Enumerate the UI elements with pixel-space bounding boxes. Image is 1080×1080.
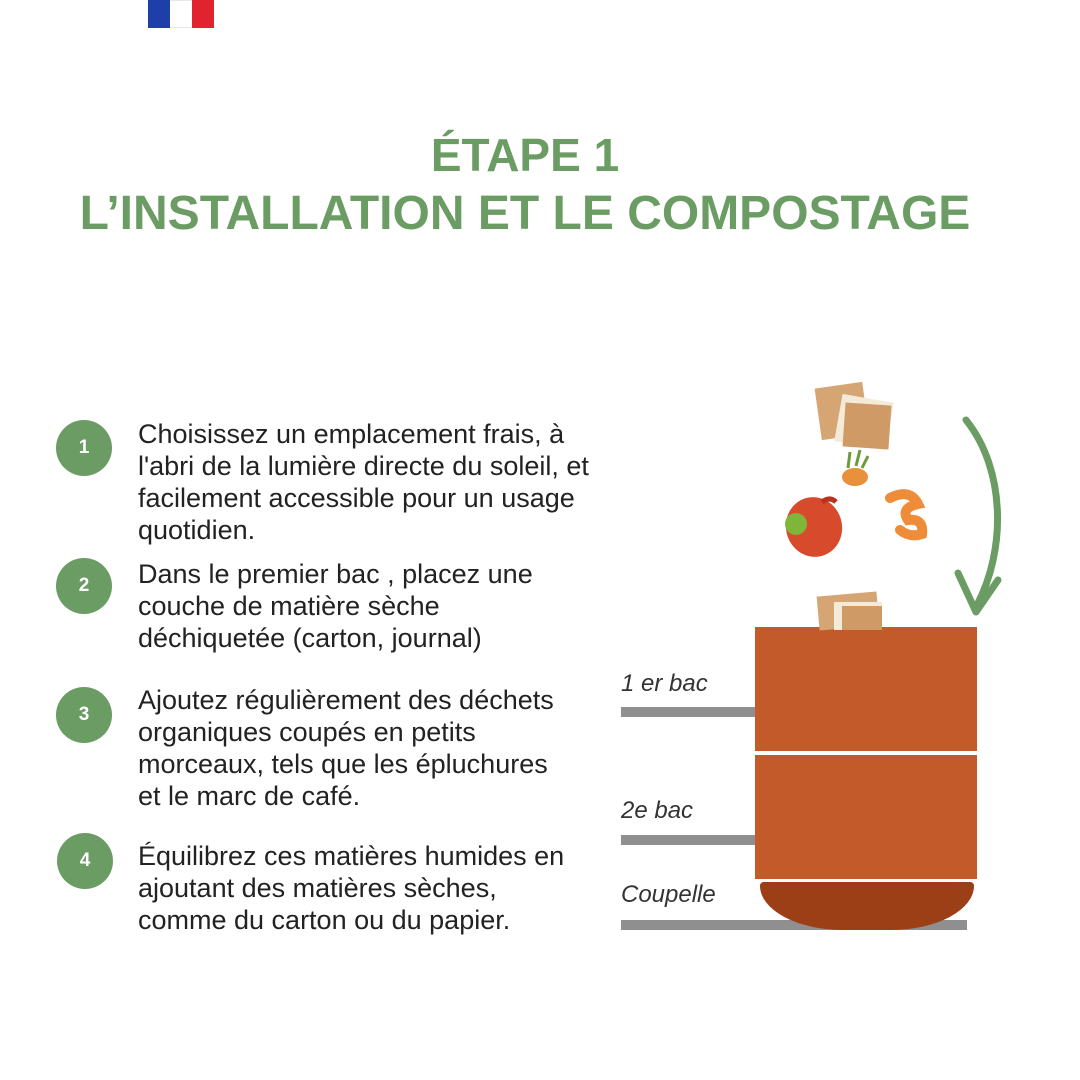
carrot-icon	[842, 450, 868, 486]
cardboard-icon	[817, 591, 882, 630]
bin1-pointer-bar	[621, 707, 761, 717]
page-title-line1: ÉTAPE 1	[430, 129, 620, 181]
step-number-2: 2	[56, 558, 112, 614]
label-bin1: 1 er bac	[621, 670, 708, 697]
step-text-4: Équilibrez ces matières humides en ajoutant des matières sèches, comme du carton ou du papier.	[138, 841, 565, 935]
flag-france-icon	[148, 0, 214, 28]
tomato-icon	[779, 491, 849, 563]
step-text-3: Ajoutez régulièrement des déchets organiques coupés en petits morceaux, tels que les épluchures et le marc de café.	[138, 685, 554, 811]
orange-peel-icon	[890, 494, 922, 535]
compost-illustration	[770, 380, 1030, 640]
cardboard-icon	[815, 382, 894, 450]
step-number-3: 3	[56, 687, 112, 743]
arrow-curved-icon	[958, 420, 998, 612]
step-text-2: Dans le premier bac , placez une couche de matière sèche déchiquetée (carton, journal)	[138, 559, 533, 653]
step-number-4: 4	[57, 833, 113, 889]
compost-bin-2	[755, 755, 977, 879]
bin2-pointer-bar	[621, 835, 761, 845]
step-text-1: Choisissez un emplacement frais, à l'abri de la lumière directe du soleil, et facilement accessible pour un usage quotidien.	[138, 419, 589, 545]
label-dish: Coupelle	[621, 881, 716, 908]
label-bin2: 2e bac	[621, 797, 694, 824]
page-title-line2: L’INSTALLATION ET LE COMPOSTAGE	[79, 187, 971, 240]
step-number-1: 1	[56, 420, 112, 476]
compost-bin-1	[755, 627, 977, 751]
